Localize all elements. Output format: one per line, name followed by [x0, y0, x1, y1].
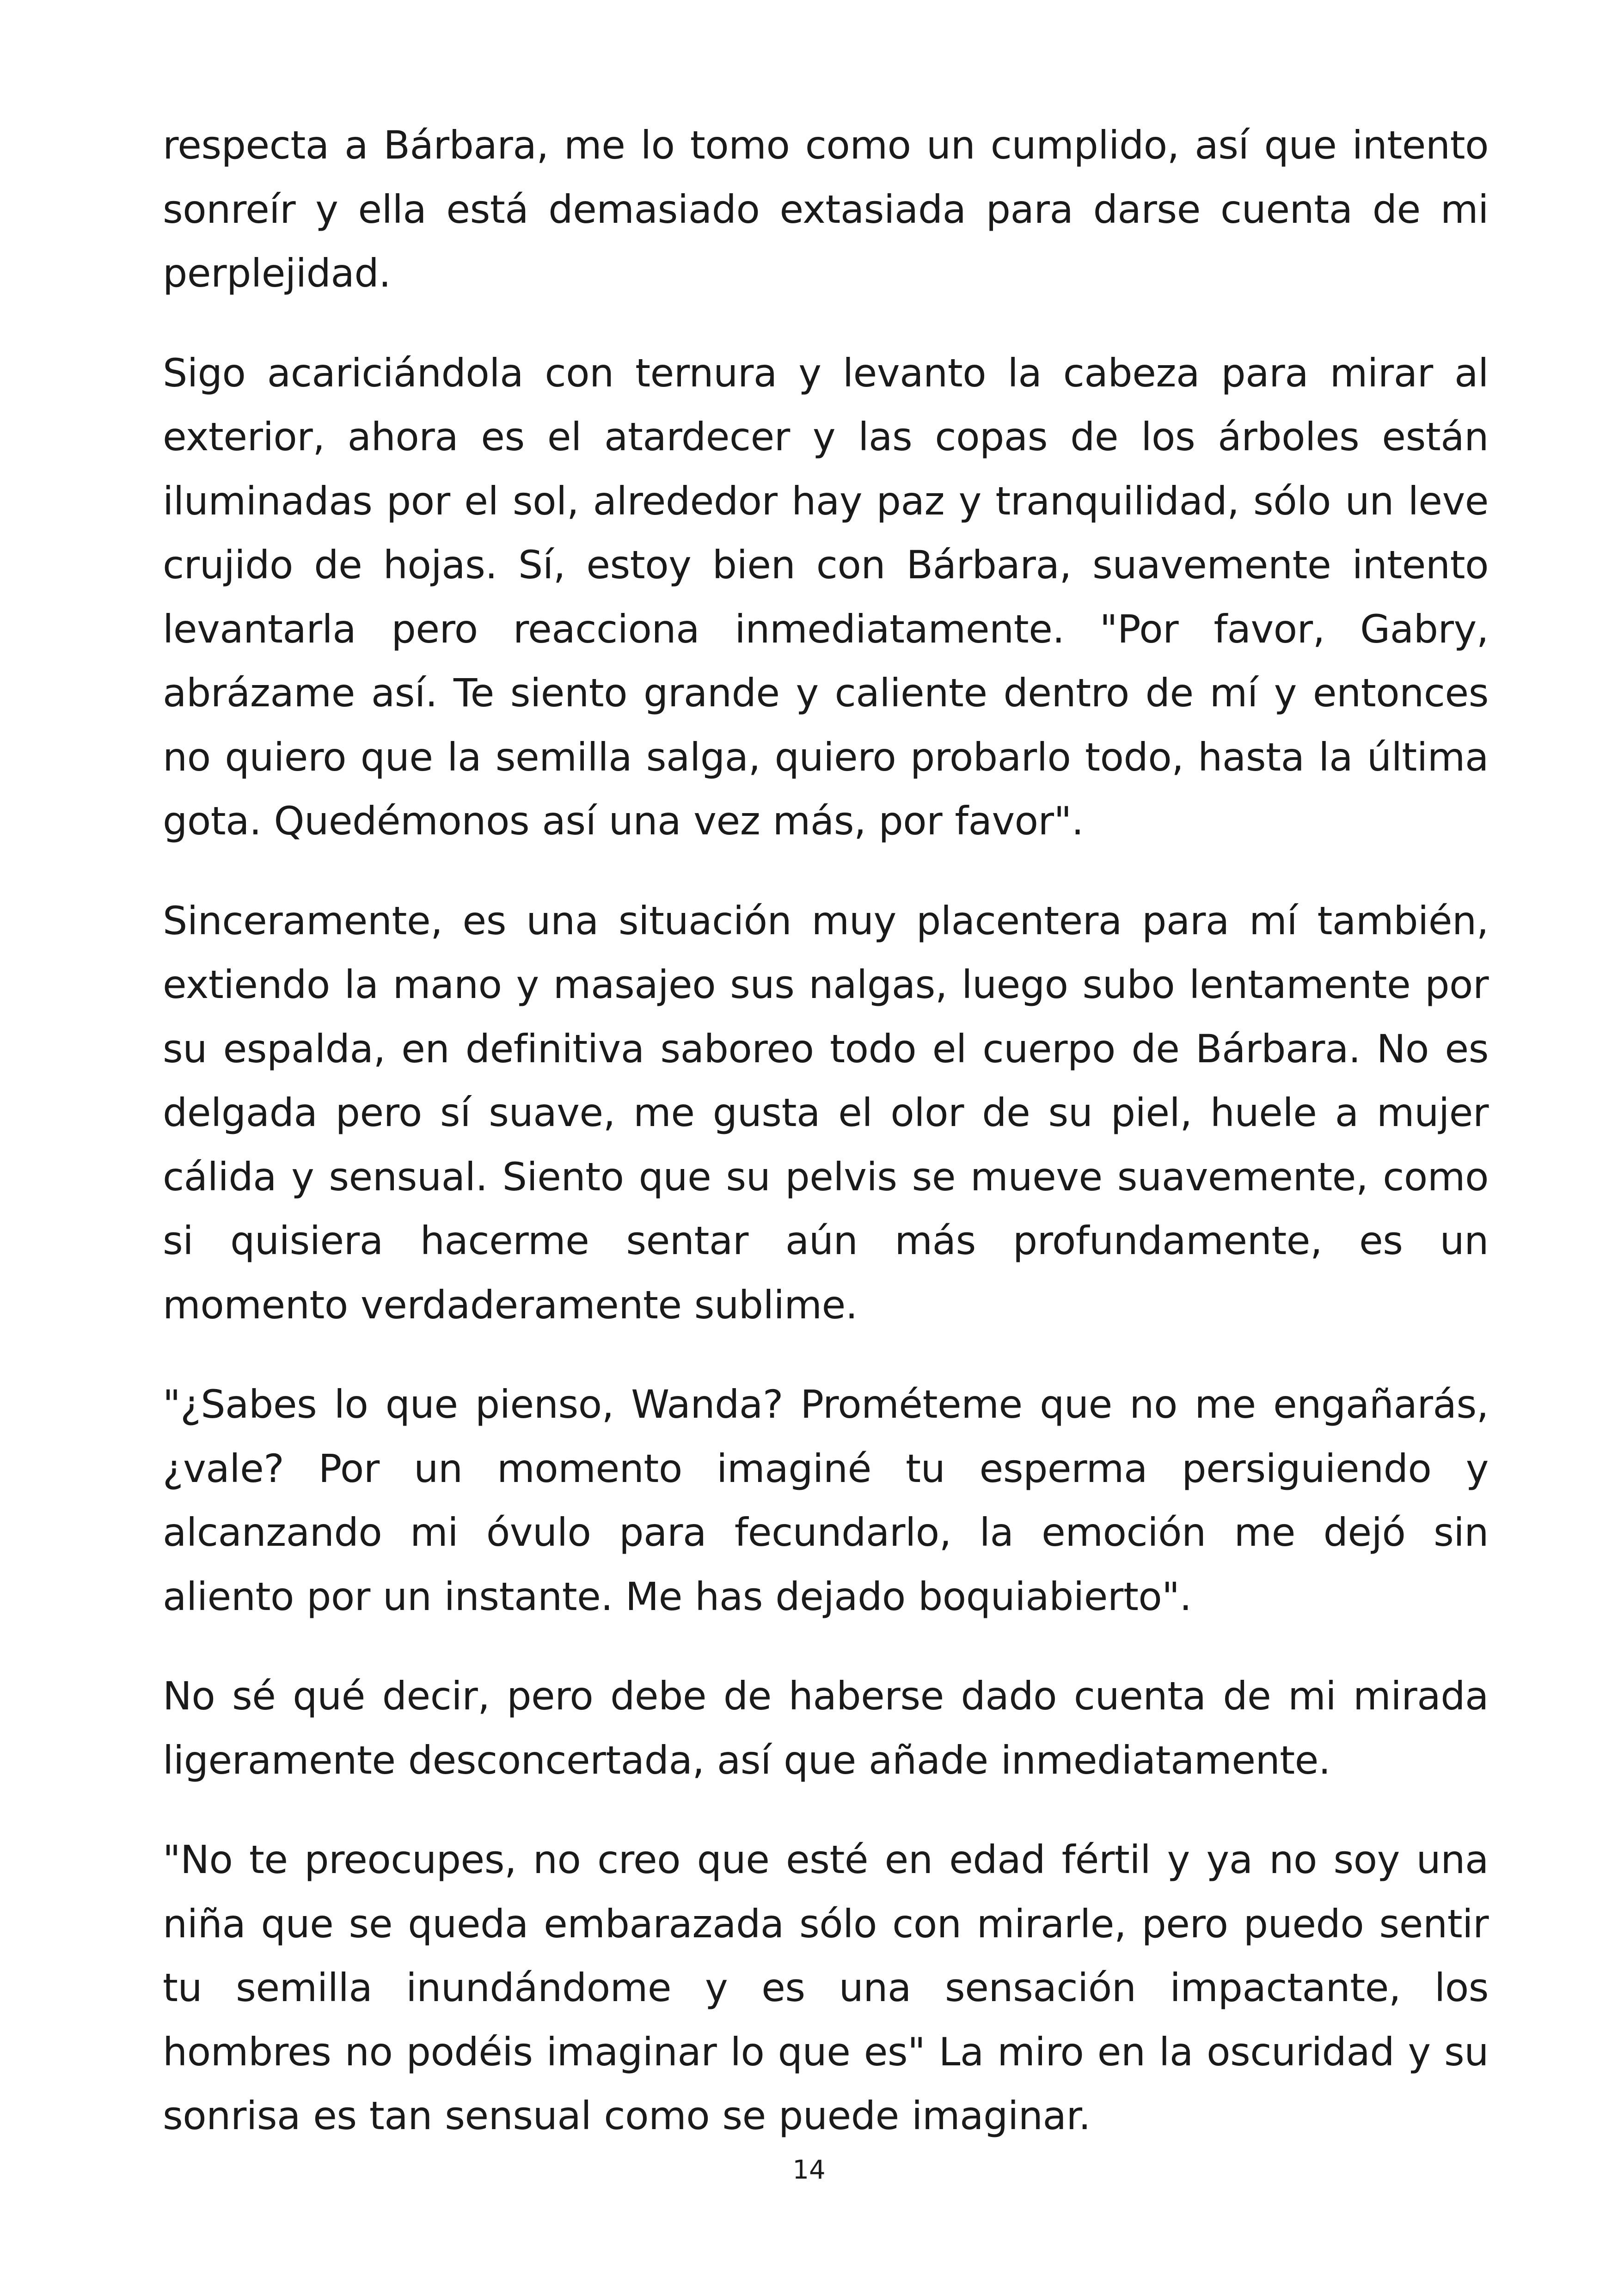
- paragraph-2: Sigo acariciándola con ternura y levanto la cabeza para mirar al exterior, ahora es el atardecer y las copas de los árboles están iluminadas por el sol, alrededor hay paz y tranquilidad, sólo un leve crujido de hojas. Sí, estoy bien con Bárbara, suavemente intento levantarla pero reacciona inmediatamente. "Por favor, Gabry, abrázame así. Te siento grande y caliente dentro de mí y entonces no quiero que la semilla salga, quiero probarlo todo, hasta la última gota. Quedémonos así una vez más, por favor".: [163, 350, 1489, 844]
- paragraph-5: No sé qué decir, pero debe de haberse dado cuenta de mi mirada ligeramente desconcertada, así que añade inmediatamente.: [163, 1673, 1489, 1783]
- paragraph-3: Sinceramente, es una situación muy placentera para mí también, extiendo la mano y masajeo sus nalgas, luego subo lentamente por su espalda, en definitiva saboreo todo el cuerpo de Bárbara. No es delgada pero sí suave, me gusta el olor de su piel, huele a mujer cálida y sensual. Siento que su pelvis se mueve suavemente, como si quisiera hacerme sentar aún más profundamente, es un momento verdaderamente sublime.: [163, 898, 1489, 1328]
- text-body: [163, 113, 1489, 2184]
- page-number: 14: [792, 2155, 826, 2185]
- paragraph-6: "No te preocupes, no creo que esté en edad fértil y ya no soy una niña que se queda embarazada sólo con mirarle, pero puedo sentir tu semilla inundándome y es una sensación impactante, los hombres no podéis imaginar lo que es" La miro en la oscuridad y su sonrisa es tan sensual como se puede imaginar.: [163, 1837, 1489, 2138]
- paragraph-1: respecta a Bárbara, me lo tomo como un cumplido, así que intento sonreír y ella está demasiado extasiada para darse cuenta de mi perplejidad.: [163, 122, 1489, 296]
- paragraph-4: "¿Sabes lo que pienso, Wanda? Prométeme que no me engañarás, ¿vale? Por un momento imaginé tu esperma persiguiendo y alcanzando mi óvulo para fecundarlo, la emoción me dejó sin aliento por un instante. Me has dejado boquiabierto".: [163, 1382, 1489, 1619]
